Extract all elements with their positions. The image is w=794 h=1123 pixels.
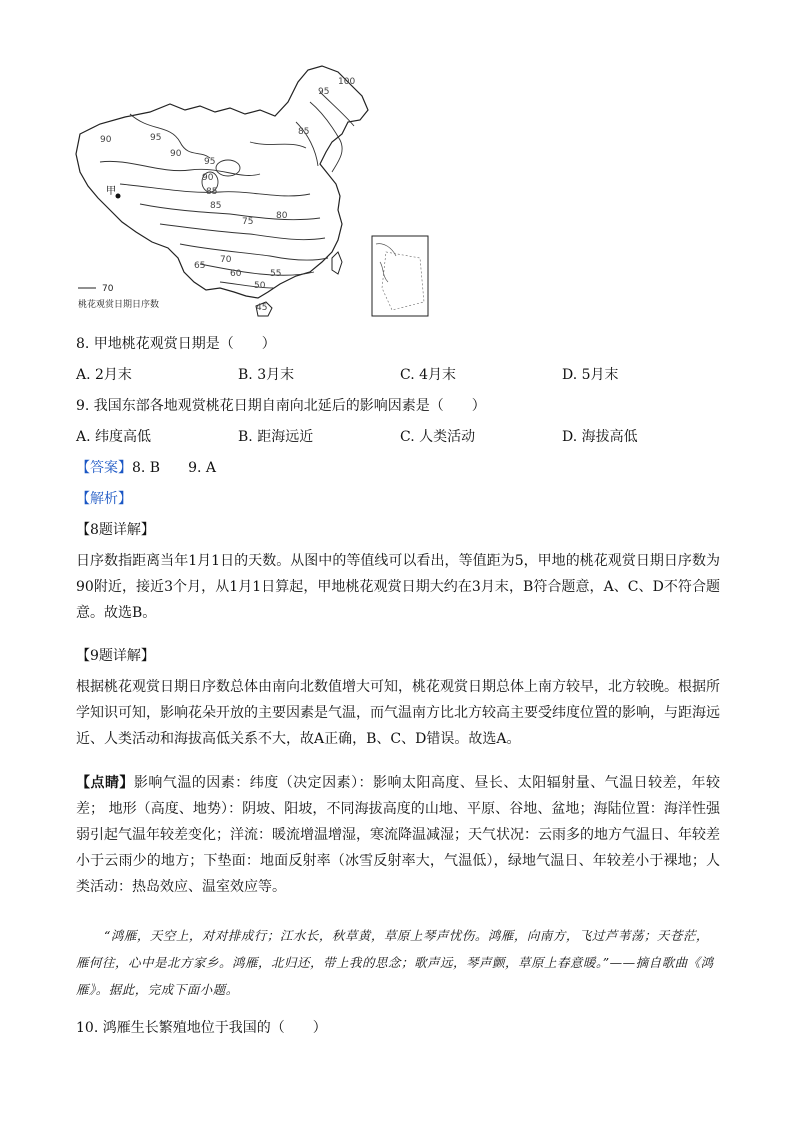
china-peach-blossom-map [70,62,440,322]
detail-9-body [76,674,720,752]
legend-value: 70 [102,284,114,294]
contour-label: 100 [338,77,356,87]
answer-line [76,458,216,478]
contour-label: 60 [230,269,242,279]
contour-label: 85 [210,201,222,211]
map-svg [70,62,440,322]
contour-label: 95 [150,133,162,143]
tip-block [76,770,720,900]
analysis-label-text: 【解析】 [76,491,132,507]
contour-label: 45 [256,303,268,313]
contour-label: 85 [206,187,218,197]
answer-text: 8. B 9. A [132,460,217,476]
detail-8-body [76,548,720,626]
point-jia-label: 甲 [106,186,116,197]
question-10-stem: 10. 鸿雁生长繁殖地位于我国的（ ） [76,1020,327,1036]
south-sea-inset [372,236,428,316]
detail-9-text: 根据桃花观赏日期日序数总体由南向北数值增大可知，桃花观赏日期总体上南方较早，北方较晚。根据所学知识可知，影响花朵开放的主要因素是气温，而气温南方比北方较高主要受纬度位置的影响，与距海远近、人类活动和海拔高低关系不大，故A正确，B、C、D错误。故选A。 [76,679,720,747]
contour-label: 50 [254,281,266,291]
q8-option-b[interactable]: B. 3月末 [238,367,295,383]
contour-label: 90 [170,149,182,159]
legend-caption: 桃花观赏日期日序数 [78,300,160,310]
tip-label: 【点睛】 [76,775,134,791]
contour-label: 90 [202,173,214,183]
q8-option-d[interactable]: D. 5月末 [562,367,619,383]
q9-option-b[interactable]: B. 距海远近 [238,429,314,445]
answer-label: 【答案】 [76,460,132,476]
q9-option-d[interactable]: D. 海拔高低 [562,429,638,445]
poem-text: “鸿雁，天空上，对对排成行；江水长，秋草黄，草原上琴声忧伤。鸿雁，向南方，飞过芦苇荡；天苍茫，雁何往，心中是北方家乡。鸿雁，北归还，带上我的思念；歌声远，琴声颤，草原上春意暖。”——摘自歌曲《鸿雁》。据此，完成下面小题。 [76,928,714,997]
poem-passage [76,922,720,1003]
contour-label: 85 [298,127,310,137]
contour-label: 90 [100,135,112,145]
q9-option-a[interactable]: A. 纬度高低 [76,429,152,445]
detail-9-heading: 【9题详解】 [76,648,155,664]
q8-option-c[interactable]: C. 4月末 [400,367,457,383]
question-8-stem: 8. 甲地桃花观赏日期是（ ） [76,336,276,352]
taiwan-island [332,252,342,274]
q8-option-a[interactable]: A. 2月末 [76,367,132,383]
contour-label: 95 [204,157,216,167]
contour-label: 75 [242,217,254,227]
detail-8-text: 日序数指距离当年1月1日的天数。从图中的等值线可以看出，等值距为5，甲地的桃花观赏日期日序数为90附近，接近3个月，从1月1日算起，甲地桃花观赏日期大约在3月末，B符合题意，A、C、D不符合题意。故选B。 [76,553,720,621]
detail-8-heading: 【8题详解】 [76,522,155,538]
contour-label: 70 [220,255,232,265]
contour-label: 65 [194,261,206,271]
q9-option-c[interactable]: C. 人类活动 [400,429,476,445]
analysis-label [76,489,132,509]
point-jia-marker [116,194,121,199]
question-9-stem: 9. 我国东部各地观赏桃花日期自南向北延后的影响因素是（ ） [76,398,486,414]
tip-body: 影响气温的因素：纬度（决定因素）：影响太阳高度、昼长、太阳辐射量、气温日较差，年较差； 地形（高度、地势）：阴坡、阳坡，不同海拔高度的山地、平原、谷地、盆地；海陆位置：海洋性强弱引起气温年较差变化；洋流：暖流增温增湿，寒流降温减湿；天气状况：云雨多的地方气温日、年较差小于云雨少的地方；下垫面：地面反射率（冰雪反射率大，气温低），绿地气温日、年较差小于裸地；人类活动：热岛效应、温室效应等。 [76,775,721,895]
contour-label: 80 [276,211,288,221]
contour-label: 95 [318,87,330,97]
contour-label: 55 [270,269,282,279]
